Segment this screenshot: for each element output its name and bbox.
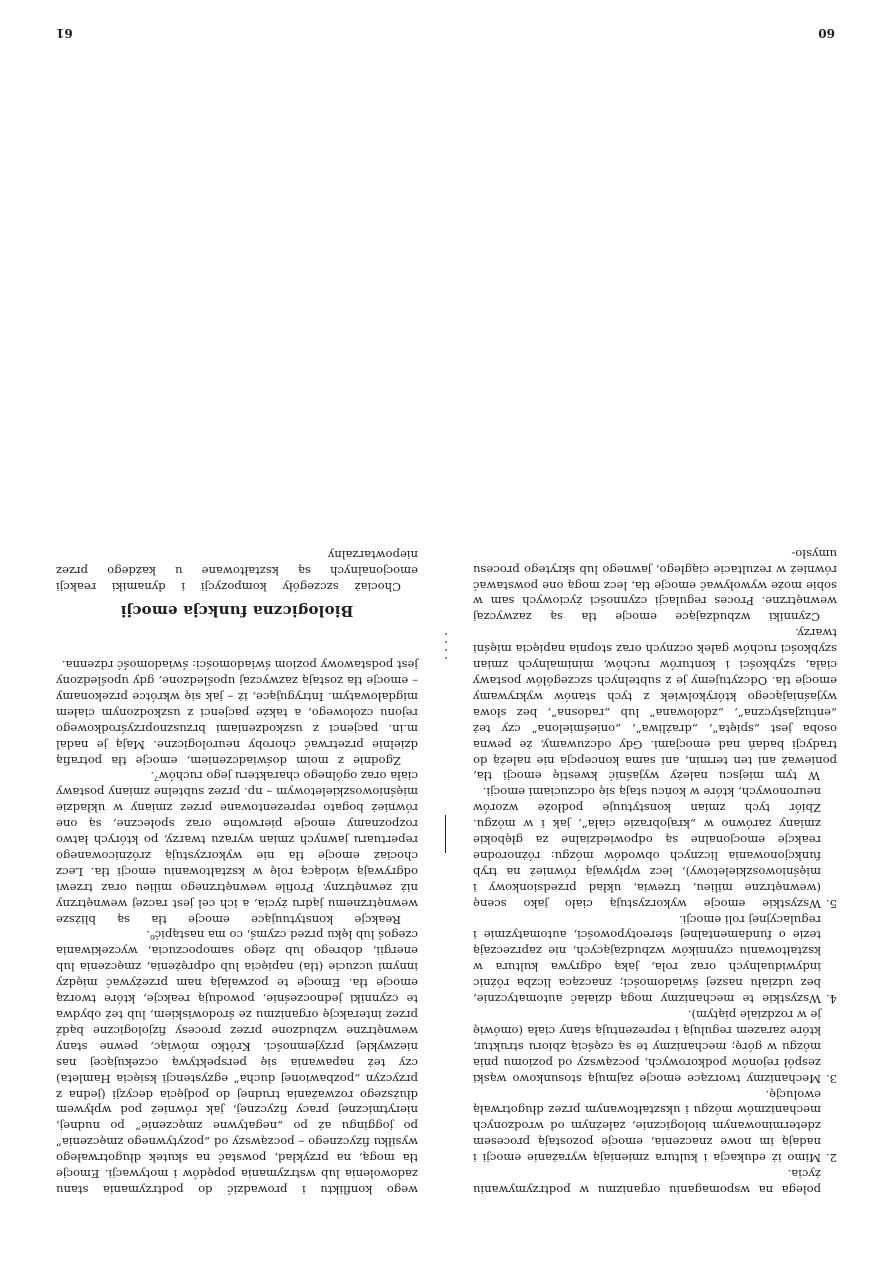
page-60: [447, 0, 893, 1263]
list-item: [473, 911, 837, 1007]
list-item: [473, 783, 837, 911]
list-item: [473, 1086, 837, 1166]
body-paragraph: Czynniki wzbudzające emocje tła są zazwyczaj wewnętrzne. Proces regulacji czynności życiowych sam w sobie może wywoływać emocje tła, lecz mogą one powstawać również w rezultacie ciągłego, jawnego lub skrytego procesu umysło-: [473, 546, 837, 625]
list-item-text: Mechanizmy tworzące emocje zajmują stosunkowo wąski zespół rejonów podkorowych, począwszy od poziomu pnia mózgu w górę; mechanizmy te są częścią zbioru struktur, które zarazem regulują i reprezentują stany ciała (omówię je w rozdziale piątym).: [473, 1008, 821, 1086]
body-paragraph: Zgodnie z moim doświadczeniem, emocje tła potrafią dzielnie przetrwać choroby neurologiczne. Mają je nadal m.in. pacjenci z uszkodzeniami brzusznoprzyśrodkowego rejonu czołowego, a także pacjenci z uszkodzonym ciałem migdałowatym. Intrygujące, iż – jak się wkrótce przekonamy – emocje tła zostają zazwyczaj upośledzone, gdy upośledzony jest podstawowy poziom świadomości: świadomość rdzenna.: [56, 658, 418, 768]
page-number: 60: [818, 26, 835, 40]
list-number: 3.: [825, 1071, 837, 1086]
section-heading: Biologiczna funkcja emocji: [120, 602, 354, 621]
body-paragraph: Chociaż szczegóły kompozycji i dynamiki reakcji emocjonalnych są kształtowane u każdego przez niepowtarzalny: [56, 548, 418, 595]
list-number: 2.: [825, 1151, 837, 1166]
margin-rule: [445, 815, 446, 853]
page-number: 61: [56, 26, 73, 40]
list-item-text: Wszystkie emocje wykorzystują ciało jako scenę (wewnętrzne milieu, trzewia, układ przedsionkowy i mięśniowoszkieletowy), lecz wpływają również na tryb funkcjonowania licznych obwodów mózgu: różnorodne reakcje emocjonalne są odpowiedzialne za głębokie zmiany zarówno w „krajobrazie ciała”, jak i w mózgu. Zbiór tych zmian konstytuuje podłoże wzorów neuronowych, które w końcu stają się odczuciami emocji.: [473, 785, 821, 911]
list-item: [473, 1006, 837, 1086]
list-item-text: Wszystkie te mechanizmy mogą działać automatycznie, bez udziału naszej świadomości; znacząca liczba różnic indywidualnych oraz rola, jaką odgrywa kultura w kształtowaniu czynników wzbudzających, nie zaprzeczają tezie o fundamentalnej stereotypowości, automatyzmie i regulacyjnej roli emocji.: [473, 912, 821, 1007]
body-paragraph: wego konfliktu i prowadzić do podtrzymania stanu zadowolenia lub wstrzymania popędów i motywacji. Emocje tła mogą, na przykład, powstać na skutek długotrwałego wysiłku fizycznego – począwszy od „pozytywnego zmęczenia” po joggingu aż po „negatywne zmęczenie” po nudnej, nierytmicznej pracy fizycznej, jak również pod wpływem dłuższego rozważania trudnej do podjęcia decyzji (jedna z przyczyn „pozbawionej ducha” egzystencji księcia Hamleta) czy też napawania się perspektywą oczekującej nas niezwykłej przyjemności. Krótko mówiąc, pewne stany wewnętrzne wzbudzone przez procesy fizjologiczne bądź przez interakcję organizmu ze środowiskiem, lub też obydwa te czynniki jednocześnie, powodują reakcje, które tworzą emocje tła. Emocje te pozwalają nam przeżywać między innymi uczucie (tła) napięcia lub odprężenia, zmęczenia lub energii, dobrego lub złego samopoczucia, wyczekiwania czegoś lub lęku przed czymś, co ma nastąpić⁶.: [56, 928, 418, 1197]
numbered-list: [473, 783, 837, 1165]
body-paragraph: W tym miejscu należy wyjaśnić kwestię emocji tła, ponieważ ani ten termin, ani sama koncepcja nie należą do tradycji badań nad emocjami. Gdy odczuwamy, że pewna osoba jest „spięta”, „drażliwa”, „onieśmielona” czy też „entuzjastyczna”, „zdołowana” lub „radosna”, bez słowa wyjaśniającego którykolwiek z tych stanów wykrywamy emocje tła. Odczytujemy je z subtelnych szczegółów postawy ciała, szybkości i konturów ruchów, minimalnych zmian szybkości ruchów gałek ocznych oraz stopnia napięcia mięśni twarzy.: [473, 626, 837, 784]
page-61: [0, 0, 446, 1263]
body-paragraph: Reakcje konstytuujące emocje tła są bliższe wewnętrznemu jądru życia, a ich cel jest raczej wewnętrzny niż zewnętrzny. Profile wewnętrznego milieu oraz trzewi odgrywają wiodącą rolę w kształtowaniu emocji tła. Lecz chociaż emocje tła nie wykorzystują zróżnicowanego repertuaru jawnych zmian wyrazu twarzy, po których łatwo rozpoznamy emocje pierwotne oraz społeczne, są one również bogato reprezentowane przez zmiany w układzie mięśniowoszkieletowym – np. przez subtelne zmiany postawy ciała oraz ogólnego charakteru jego ruchów⁷.: [56, 769, 418, 927]
text-column: [56, 547, 418, 1197]
list-number: 4.: [825, 992, 837, 1007]
text-column: [473, 545, 837, 1197]
list-tail-text: polega na wspomaganiu organizmu w podtrzymywaniu życia.: [473, 1167, 821, 1197]
list-number: 5.: [825, 896, 837, 911]
list-item-text: Mimo iż edukacja i kultura zmieniają wyrażanie emocji i nadają im nowe znaczenia, emocje pozostają procesem zdeterminowanym biologicznie, zależnym od wrodzonych mechanizmów mózgu i ukształtowanym przez długotrwałą ewolucję.: [473, 1087, 821, 1166]
